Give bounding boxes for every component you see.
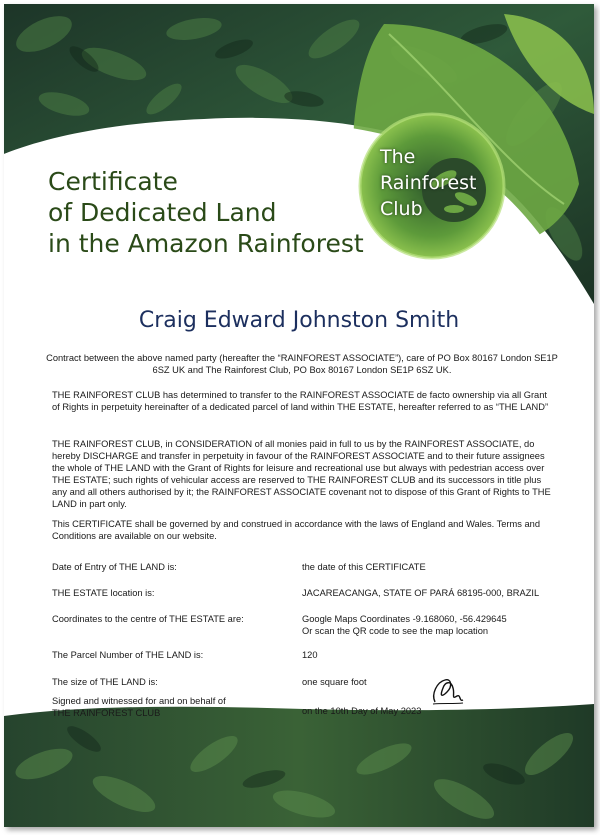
title-line-1: Certificate (48, 167, 178, 196)
detail-value (302, 613, 562, 637)
logo-line-2: Rainforest (380, 172, 477, 194)
detail-value: on the 10th Day of May 2023 (302, 706, 422, 716)
detail-value: one square foot (302, 677, 367, 687)
coordinates-value: Google Maps Coordinates -9.168060, -56.429645 (302, 614, 507, 624)
detail-value: 120 (302, 650, 318, 660)
governing-law-paragraph: This CERTIFICATE shall be governed by and construed in accordance with the laws of England and Wales. Terms and Conditions are available on our website. (52, 519, 540, 541)
detail-label: The size of THE LAND is: (52, 677, 158, 687)
detail-value: JACAREACANGA, STATE OF PARÁ 68195-000, BRAZIL (302, 588, 540, 598)
transfer-paragraph: THE RAINFOREST CLUB has determined to transfer to the RAINFOREST ASSOCIATE de facto ownership via all Grant of Rights in perpetuity hereinafter of a dedicated parcel of land within THE ESTATE, hereafter referred to as “THE LAND” (52, 390, 549, 412)
detail-value: the date of this CERTIFICATE (302, 562, 426, 572)
signature-mark (429, 676, 465, 710)
logo-line-1: The (380, 146, 416, 168)
detail-label: The Parcel Number of THE LAND is: (52, 650, 204, 660)
recipient-name: Craig Edward Johnston Smith (138, 308, 460, 333)
title-line-3: in the Amazon Rainforest (48, 229, 364, 258)
detail-label: THE ESTATE location is: (52, 588, 155, 598)
signed-label-line-2: THE RAINFOREST CLUB (52, 708, 161, 718)
title-line-2: of Dedicated Land (48, 198, 277, 227)
consideration-paragraph: THE RAINFOREST CLUB, in CONSIDERATION of all monies paid in full to us by the RAINFOREST ASSOCIATE, do hereby DISCHARGE and transfer in perpetuity in favour of the RAINFOREST ASSOCIATE and to their future assignees the whole of THE LAND with the Grant of Rights for leisure and recreational use but always with pedestrian access over THE ESTATE; such rights of vehicular access are reserved to THE RAINFOREST CLUB and its successors in title plus any and all others authorised by it; the RAINFOREST ASSOCIATE covenant not to dispose of this Grant of Rights to THE LAND in part only. (52, 439, 551, 509)
contract-paragraph: Contract between the above named party (hereafter the “RAINFOREST ASSOCIATE”), care of PO Box 80167 London SE1P 6SZ UK and The Rainforest Club, PO Box 80167 London SE1P 6SZ UK. (46, 353, 558, 375)
logo-line-3: Club (380, 198, 423, 220)
detail-label: Coordinates to the centre of THE ESTATE are: (52, 614, 244, 624)
certificate-page (4, 4, 594, 827)
detail-label: Date of Entry of THE LAND is: (52, 562, 177, 572)
rainforest-club-logo (380, 144, 500, 222)
detail-label (52, 695, 292, 719)
qr-hint: Or scan the QR code to see the map location (302, 626, 489, 636)
certificate-title (48, 166, 388, 259)
signed-label-line-1: Signed and witnessed for and on behalf of (52, 696, 226, 706)
